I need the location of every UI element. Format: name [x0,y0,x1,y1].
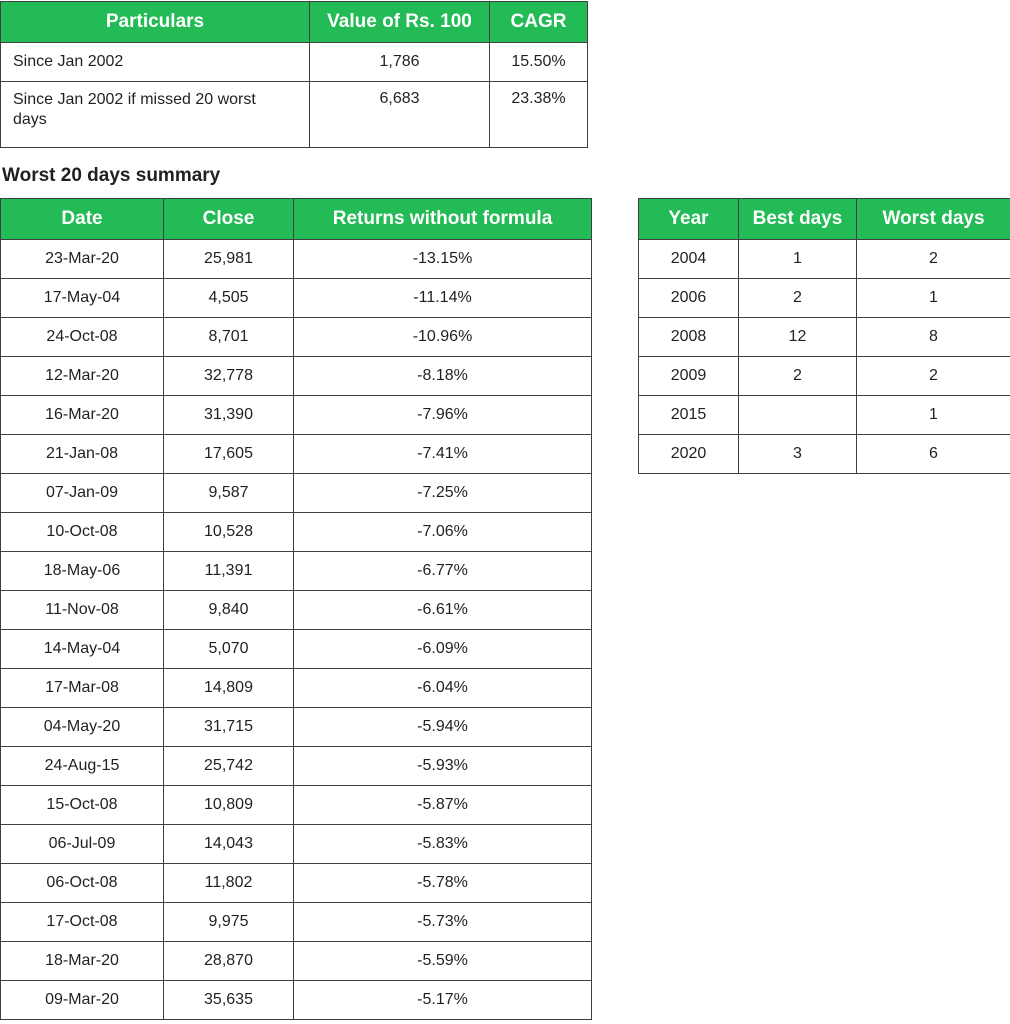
summary-row [1,43,588,82]
table-row [639,240,1010,279]
close-cell: 14,809 [164,669,294,708]
table-row [1,864,592,903]
year-header-row [639,199,1010,240]
summary-header-row [1,2,588,43]
summary-value-cell: 6,683 [310,82,490,148]
returns-cell: -6.09% [294,630,592,669]
best-days-cell: 12 [739,318,857,357]
table-row [1,942,592,981]
table-row [1,591,592,630]
returns-cell: -5.93% [294,747,592,786]
returns-cell: -5.73% [294,903,592,942]
worst-days-table [0,198,592,1020]
year-header-worst: Worst days [857,199,1010,240]
date-cell: 17-Oct-08 [1,903,164,942]
summary-cagr-cell: 23.38% [490,82,588,148]
summary-particulars-cell: Since Jan 2002 if missed 20 worst days [1,82,310,148]
year-cell: 2008 [639,318,739,357]
date-cell: 24-Oct-08 [1,318,164,357]
returns-cell: -10.96% [294,318,592,357]
returns-cell: -5.78% [294,864,592,903]
date-cell: 07-Jan-09 [1,474,164,513]
close-cell: 35,635 [164,981,294,1020]
close-cell: 9,587 [164,474,294,513]
table-row [639,318,1010,357]
close-cell: 4,505 [164,279,294,318]
summary-particulars-cell: Since Jan 2002 [1,43,310,82]
summary-header-cagr: CAGR [490,2,588,43]
close-cell: 8,701 [164,318,294,357]
summary-header-value: Value of Rs. 100 [310,2,490,43]
worst-header-close: Close [164,199,294,240]
table-row [1,786,592,825]
close-cell: 10,528 [164,513,294,552]
table-row [1,708,592,747]
date-cell: 14-May-04 [1,630,164,669]
close-cell: 10,809 [164,786,294,825]
returns-cell: -5.87% [294,786,592,825]
table-row [1,513,592,552]
returns-cell: -6.77% [294,552,592,591]
table-row [1,357,592,396]
date-cell: 06-Jul-09 [1,825,164,864]
date-cell: 18-May-06 [1,552,164,591]
date-cell: 24-Aug-15 [1,747,164,786]
worst-header-row [1,199,592,240]
returns-cell: -7.96% [294,396,592,435]
table-row [1,318,592,357]
table-row [1,903,592,942]
worst-days-heading: Worst 20 days summary [2,165,221,186]
year-table-body [639,240,1010,474]
year-header-year: Year [639,199,739,240]
worst-days-cell: 8 [857,318,1010,357]
date-cell: 16-Mar-20 [1,396,164,435]
year-cell: 2015 [639,396,739,435]
table-row [1,825,592,864]
worst-header-date: Date [1,199,164,240]
best-days-cell: 2 [739,279,857,318]
close-cell: 9,975 [164,903,294,942]
date-cell: 11-Nov-08 [1,591,164,630]
table-row [639,435,1010,474]
returns-cell: -6.61% [294,591,592,630]
summary-cagr-cell: 15.50% [490,43,588,82]
returns-cell: -6.04% [294,669,592,708]
date-cell: 04-May-20 [1,708,164,747]
table-row [1,630,592,669]
worst-days-body [1,240,592,1020]
best-days-cell: 2 [739,357,857,396]
worst-days-cell: 2 [857,357,1010,396]
returns-cell: -7.41% [294,435,592,474]
date-cell: 12-Mar-20 [1,357,164,396]
year-best-worst-table [638,198,1010,474]
year-cell: 2004 [639,240,739,279]
close-cell: 11,391 [164,552,294,591]
best-days-cell: 1 [739,240,857,279]
close-cell: 17,605 [164,435,294,474]
returns-cell: -7.25% [294,474,592,513]
returns-cell: -8.18% [294,357,592,396]
worst-header-returns: Returns without formula [294,199,592,240]
date-cell: 18-Mar-20 [1,942,164,981]
worst-days-cell: 2 [857,240,1010,279]
date-cell: 21-Jan-08 [1,435,164,474]
date-cell: 17-Mar-08 [1,669,164,708]
table-row [1,240,592,279]
close-cell: 5,070 [164,630,294,669]
table-row [1,669,592,708]
close-cell: 9,840 [164,591,294,630]
table-row [1,981,592,1020]
returns-cell: -13.15% [294,240,592,279]
table-row [639,396,1010,435]
worst-days-cell: 6 [857,435,1010,474]
table-row [1,552,592,591]
table-row [639,357,1010,396]
returns-cell: -5.17% [294,981,592,1020]
returns-summary-table [0,1,588,148]
date-cell: 10-Oct-08 [1,513,164,552]
returns-cell: -7.06% [294,513,592,552]
year-cell: 2009 [639,357,739,396]
table-row [1,474,592,513]
date-cell: 17-May-04 [1,279,164,318]
returns-cell: -5.59% [294,942,592,981]
year-cell: 2006 [639,279,739,318]
close-cell: 32,778 [164,357,294,396]
summary-value-cell: 1,786 [310,43,490,82]
year-header-best: Best days [739,199,857,240]
table-row [1,435,592,474]
close-cell: 25,742 [164,747,294,786]
close-cell: 11,802 [164,864,294,903]
worst-days-cell: 1 [857,396,1010,435]
best-days-cell: 3 [739,435,857,474]
close-cell: 14,043 [164,825,294,864]
returns-cell: -5.94% [294,708,592,747]
date-cell: 23-Mar-20 [1,240,164,279]
close-cell: 25,981 [164,240,294,279]
close-cell: 28,870 [164,942,294,981]
date-cell: 06-Oct-08 [1,864,164,903]
date-cell: 15-Oct-08 [1,786,164,825]
date-cell: 09-Mar-20 [1,981,164,1020]
close-cell: 31,390 [164,396,294,435]
summary-row [1,82,588,148]
table-row [1,279,592,318]
worst-days-cell: 1 [857,279,1010,318]
returns-cell: -5.83% [294,825,592,864]
returns-cell: -11.14% [294,279,592,318]
summary-header-particulars: Particulars [1,2,310,43]
close-cell: 31,715 [164,708,294,747]
best-days-cell [739,396,857,435]
year-cell: 2020 [639,435,739,474]
table-row [1,396,592,435]
table-row [1,747,592,786]
table-row [639,279,1010,318]
